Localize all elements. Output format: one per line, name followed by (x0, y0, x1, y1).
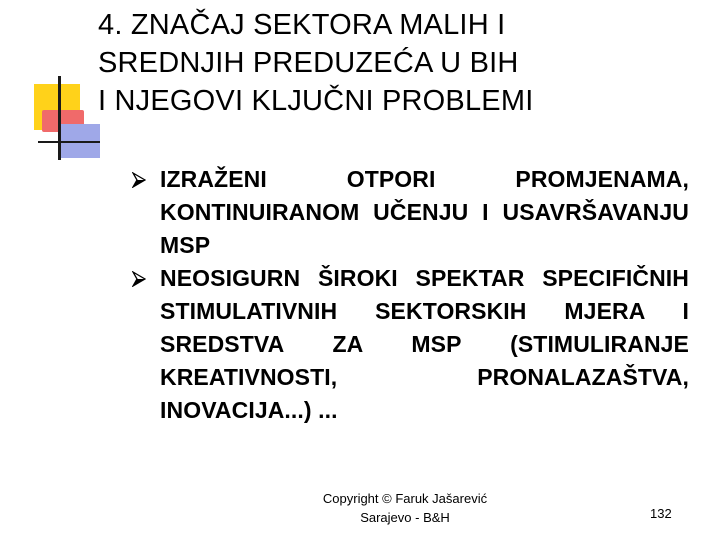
arrow-bullet-icon (132, 172, 146, 188)
title-line-1: 4. ZNAČAJ SEKTORA MALIH I (98, 9, 506, 41)
slide-title (98, 6, 533, 120)
page-number: 132 (650, 506, 672, 521)
bullet-item (132, 262, 689, 427)
arrow-bullet-icon (132, 271, 146, 287)
title-line-2: SREDNJIH PREDUZEĆA U BIH (98, 47, 519, 79)
bullet-text: NEOSIGURN ŠIROKI SPEKTAR SPECIFIČNIH STIMULATIVNIH SEKTORSKIH MJERA I SREDSTVA ZA MSP (STIMULIRANJE KREATIVNOSTI, PRONALAZAŠTVA, INOVACIJA...) ... (160, 265, 689, 423)
logo-horizontal-line (38, 141, 100, 143)
bullet-list (132, 163, 689, 427)
copyright-footer (300, 489, 510, 527)
copyright-line-2: Sarajevo - B&H (360, 510, 450, 525)
bullet-item (132, 163, 689, 262)
title-line-3: I NJEGOVI KLJUČNI PROBLEMI (98, 85, 534, 117)
copyright-line-1: Copyright © Faruk Jašarević (322, 491, 488, 506)
logo-vertical-line (58, 76, 61, 160)
bullet-text: IZRAŽENI OTPORI PROMJENAMA, KONTINUIRANOM UČENJU I USAVRŠAVANJU MSP (160, 166, 689, 258)
